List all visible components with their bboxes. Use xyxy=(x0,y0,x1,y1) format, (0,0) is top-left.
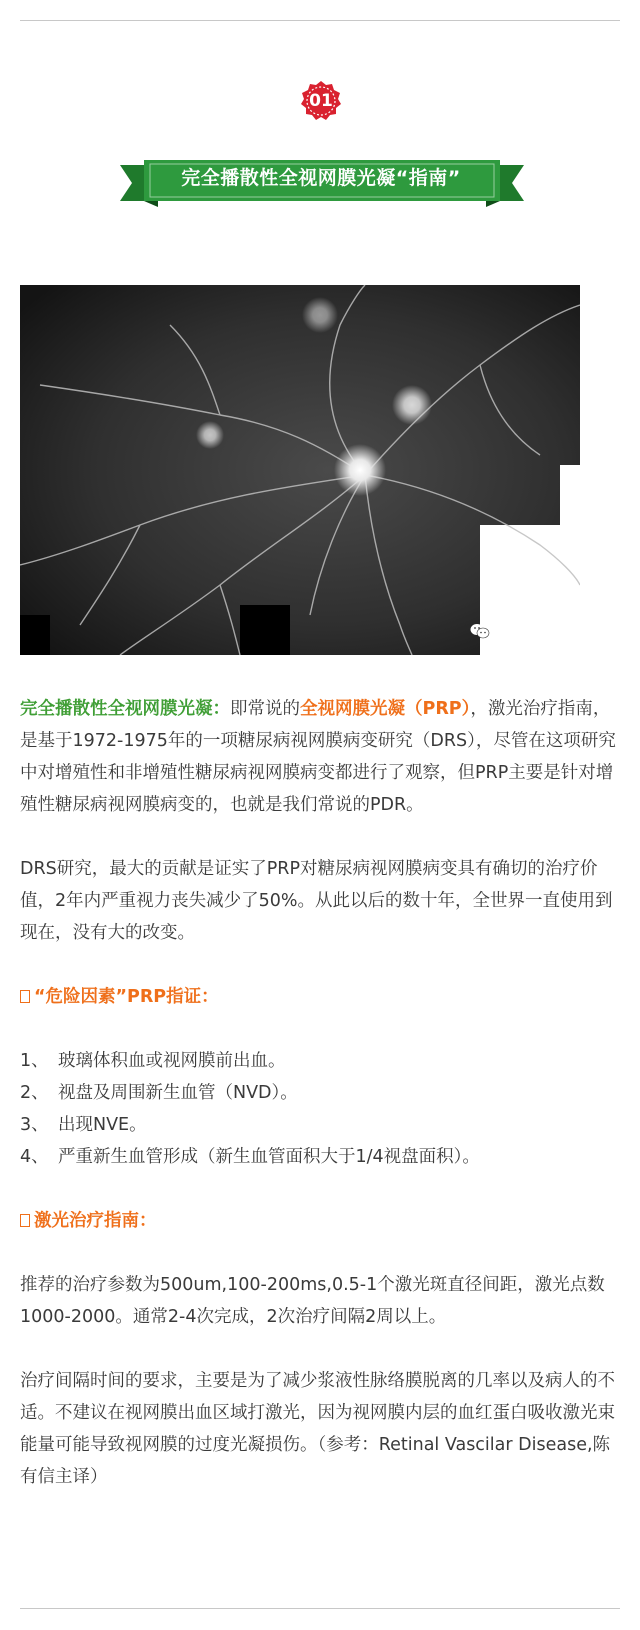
section1-heading: “危险因素”PRP指证： xyxy=(20,981,626,1013)
list-item: 2、 视盘及周围新生血管（NVD）。 xyxy=(20,1083,298,1103)
intro-term: 完全播散性全视网膜光凝： xyxy=(20,699,230,719)
interval-paragraph: 治疗间隔时间的要求，主要是为了减少浆液性脉络膜脱离的几率以及病人的不适。不建议在视网膜出血区域打激光，因为视网膜内层的血红蛋白吸收激光束能量可能导致视网膜的过度光凝损伤。（参考：Retinal Vascilar Disease,陈有信主译） xyxy=(20,1371,615,1487)
article-body xyxy=(20,693,626,1493)
badge-number: 01 xyxy=(309,91,333,111)
intro-highlight: 全视网膜光凝（PRP） xyxy=(300,699,471,719)
bottom-divider xyxy=(20,1608,620,1609)
top-divider xyxy=(20,20,620,21)
intro-text-1: 即常说的 xyxy=(230,699,300,719)
fundus-angiography-image xyxy=(20,285,580,655)
list-item: 1、 玻璃体积血或视网膜前出血。 xyxy=(20,1051,286,1071)
square-bullet-icon xyxy=(20,1214,30,1227)
list-item: 4、 严重新生血管形成（新生血管面积大于1/4视盘面积）。 xyxy=(20,1147,480,1167)
intro-paragraph xyxy=(20,693,626,821)
laser-params-paragraph: 推荐的治疗参数为500um,100-200ms,0.5-1个激光斑直径间距，激光点数1000-2000。通常2-4次完成，2次治疗间隔2周以上。 xyxy=(20,1275,605,1327)
watermark xyxy=(470,620,559,642)
square-bullet-icon xyxy=(20,990,30,1003)
section2-heading: 激光治疗指南： xyxy=(20,1205,626,1237)
list-item: 3、 出现NVE。 xyxy=(20,1115,147,1135)
drs-paragraph: DRS研究，最大的贡献是证实了PRP对糖尿病视网膜病变具有确切的治疗价值，2年内严重视力丧失减少了50%。从此以后的数十年，全世界一直使用到现在，没有大的改变。 xyxy=(20,859,613,943)
watermark-text: 王富彬眼科 xyxy=(494,623,560,638)
intro-text-2: ，激光治疗指南，是基于1972-1975年的一项糖尿病视网膜病变研究（DRS），尽管在这项研究中对增殖性和非增殖性糖尿病视网膜病变都进行了观察，但PRP主要是针对增殖性糖尿病视网膜病变的，也就是我们常说的PDR。 xyxy=(20,699,616,815)
banner-title: 完全播散性全视网膜光凝“指南” xyxy=(181,167,461,189)
wechat-icon xyxy=(470,623,490,639)
